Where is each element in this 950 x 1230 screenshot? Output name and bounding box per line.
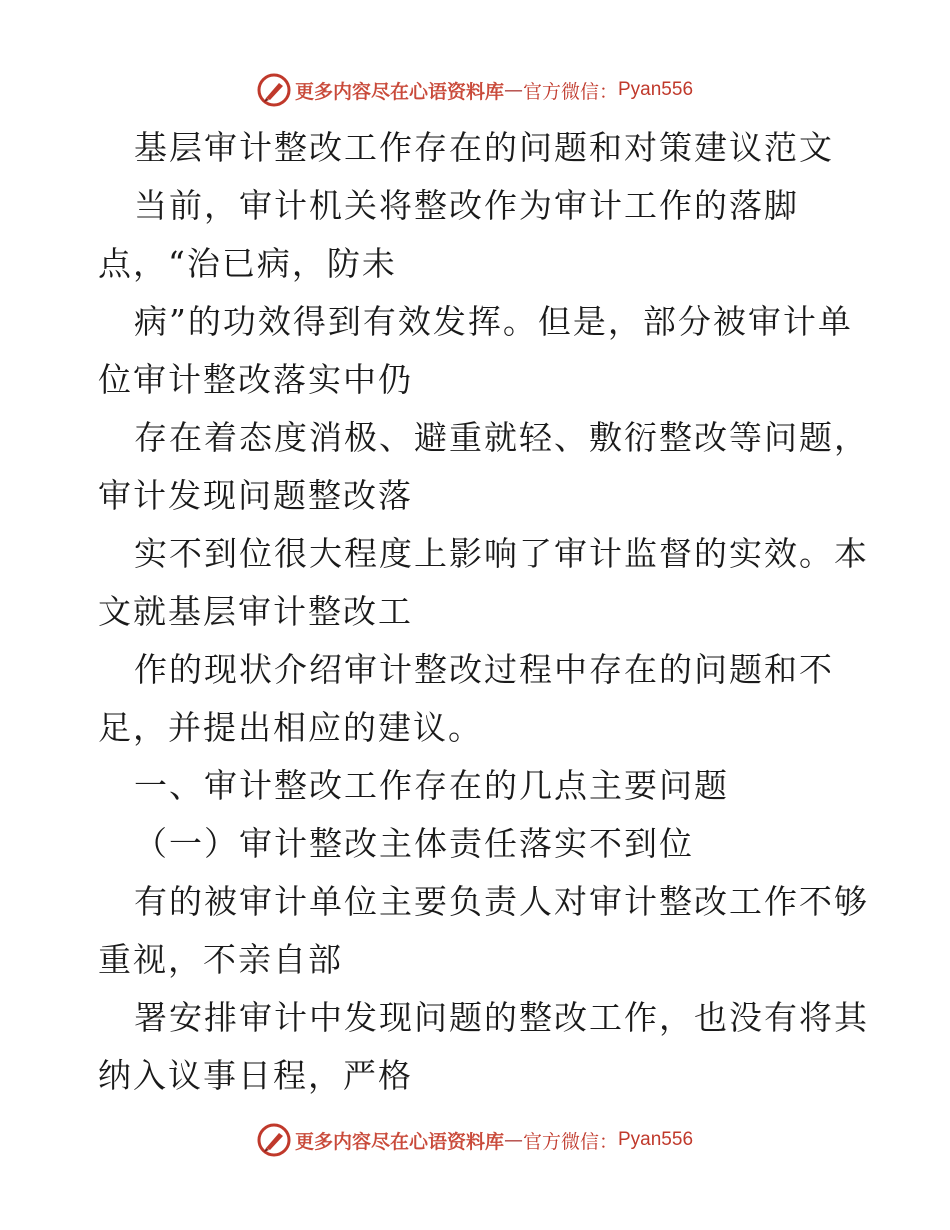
paragraph-line: 审计发现问题整改落 xyxy=(98,476,413,515)
paragraph-line: 有的被审计单位主要负责人对审计整改工作不够 xyxy=(134,882,869,921)
footer-watermark-banner xyxy=(0,1120,950,1160)
paragraph-line: 文就基层审计整改工 xyxy=(98,592,413,631)
paragraph-line: 点，“治已病，防未 xyxy=(98,244,397,283)
banner-wechat-label: 官方微信： xyxy=(522,80,618,103)
paragraph-line: 纳入议事日程，严格 xyxy=(98,1056,413,1095)
paragraph-line: 足，并提出相应的建议。 xyxy=(98,708,483,747)
paragraph-line: 病”的功效得到有效发挥。但是，部分被审计单 xyxy=(134,302,853,341)
subsection-heading: （一）审计整改主体责任落实不到位 xyxy=(134,824,694,863)
paragraph-line: 重视，不亲自部 xyxy=(98,940,343,979)
banner-dash: — xyxy=(503,1129,523,1151)
header-watermark-banner xyxy=(0,70,950,110)
paragraph-line: 署安排审计中发现问题的整改工作，也没有将其 xyxy=(134,998,869,1037)
banner-site-text: 更多内容尽在心语资料库 xyxy=(294,80,504,103)
pen-logo-icon xyxy=(257,73,291,107)
banner-site-text: 更多内容尽在心语资料库 xyxy=(294,1130,504,1153)
paragraph-line: 位审计整改落实中仍 xyxy=(98,360,413,399)
banner-dash: — xyxy=(503,79,523,101)
banner-wechat-handle: Pyan556 xyxy=(618,79,694,100)
paragraph-line: 当前，审计机关将整改作为审计工作的落脚 xyxy=(134,186,799,225)
paragraph-line: 实不到位很大程度上影响了审计监督的实效。本 xyxy=(134,534,869,573)
banner-wechat-label: 官方微信： xyxy=(522,1130,618,1153)
paragraph-line: 存在着态度消极、避重就轻、敷衍整改等问题， xyxy=(134,418,869,457)
section-heading: 一、审计整改工作存在的几点主要问题 xyxy=(134,766,729,805)
paragraph-line: 作的现状介绍审计整改过程中存在的问题和不 xyxy=(134,650,834,689)
pen-logo-icon xyxy=(257,1123,291,1157)
document-title: 基层审计整改工作存在的问题和对策建议范文 xyxy=(134,128,834,167)
banner-wechat-handle: Pyan556 xyxy=(618,1129,694,1150)
